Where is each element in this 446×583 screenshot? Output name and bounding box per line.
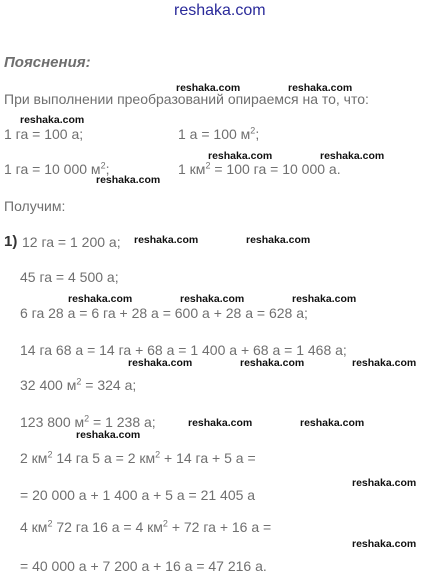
line-7-a: 2 км xyxy=(20,450,48,466)
watermark: reshaka.com xyxy=(188,417,253,429)
watermark: reshaka.com xyxy=(352,538,417,550)
site-title[interactable]: reshaka.com xyxy=(174,2,266,19)
section-heading: Пояснения: xyxy=(4,54,91,71)
line-6 xyxy=(20,414,156,430)
watermark: reshaka.com xyxy=(134,234,199,246)
line-5 xyxy=(20,377,136,393)
fact-a-to-m2-pre: 1 а = 100 м xyxy=(178,126,251,142)
fact-km2 xyxy=(178,161,341,177)
fact-ha-to-m2-post: ; xyxy=(105,161,110,177)
sup-2: 2 xyxy=(205,160,211,171)
watermark: reshaka.com xyxy=(240,357,305,369)
sup-2: 2 xyxy=(76,376,82,387)
line-9-a: 4 км xyxy=(20,519,48,535)
line-5-post: = 324 а; xyxy=(81,377,137,393)
sup-2: 2 xyxy=(100,160,106,171)
line-5-pre: 32 400 м xyxy=(20,377,77,393)
watermark: reshaka.com xyxy=(300,417,365,429)
sup-2: 2 xyxy=(250,125,256,136)
watermark: reshaka.com xyxy=(176,82,241,94)
fact-a-to-m2 xyxy=(178,126,259,142)
sup-2: 2 xyxy=(162,518,168,529)
sup-2: 2 xyxy=(47,518,53,529)
watermark: reshaka.com xyxy=(352,477,417,489)
line-7-c: + 14 га + 5 а = xyxy=(160,450,256,466)
line-9-c: + 72 га + 16 а = xyxy=(167,519,272,535)
result-label: Получим: xyxy=(4,198,66,214)
fact-ha-to-m2 xyxy=(4,161,109,177)
fact-ha-to-m2-pre: 1 га = 10 000 м xyxy=(4,161,101,177)
fact-km2-post: = 100 га = 10 000 а. xyxy=(210,161,341,177)
line-10: = 40 000 а + 7 200 а + 16 а = 47 216 а. xyxy=(20,558,267,574)
item-number: 1) xyxy=(4,233,18,250)
watermark: reshaka.com xyxy=(246,234,311,246)
watermark: reshaka.com xyxy=(128,357,193,369)
watermark: reshaka.com xyxy=(180,293,245,305)
watermark: reshaka.com xyxy=(320,150,385,162)
sup-2: 2 xyxy=(84,413,90,424)
watermark: reshaka.com xyxy=(288,82,353,94)
line-7 xyxy=(20,450,256,466)
line-4: 14 га 68 а = 14 га + 68 а = 1 400 а + 68 а = 1 468 а; xyxy=(20,342,347,358)
intro-text: При выполнении преобразований опираемся на то, что: xyxy=(4,91,369,107)
watermark: reshaka.com xyxy=(76,429,141,441)
watermark: reshaka.com xyxy=(68,293,133,305)
line-6-pre: 123 800 м xyxy=(20,414,85,430)
line-1: 12 га = 1 200 а; xyxy=(22,234,121,250)
line-2: 45 га = 4 500 а; xyxy=(20,269,119,285)
fact-ha-to-a: 1 га = 100 а; xyxy=(4,126,84,142)
sup-2: 2 xyxy=(47,449,53,460)
watermark: reshaka.com xyxy=(20,114,85,126)
sup-2: 2 xyxy=(155,449,161,460)
line-9 xyxy=(20,519,271,535)
line-3: 6 га 28 а = 6 га + 28 а = 600 а + 28 а = 628 а; xyxy=(20,305,308,321)
line-9-b: 72 га 16 а = 4 км xyxy=(52,519,163,535)
line-6-post: = 1 238 а; xyxy=(89,414,156,430)
fact-a-to-m2-post: ; xyxy=(255,126,260,142)
line-8: = 20 000 а + 1 400 а + 5 а = 21 405 а xyxy=(20,487,256,503)
line-7-b: 14 га 5 а = 2 км xyxy=(52,450,156,466)
fact-km2-pre: 1 км xyxy=(178,161,206,177)
watermark: reshaka.com xyxy=(292,293,357,305)
watermark: reshaka.com xyxy=(352,357,417,369)
watermark: reshaka.com xyxy=(96,174,161,186)
watermark: reshaka.com xyxy=(208,150,273,162)
